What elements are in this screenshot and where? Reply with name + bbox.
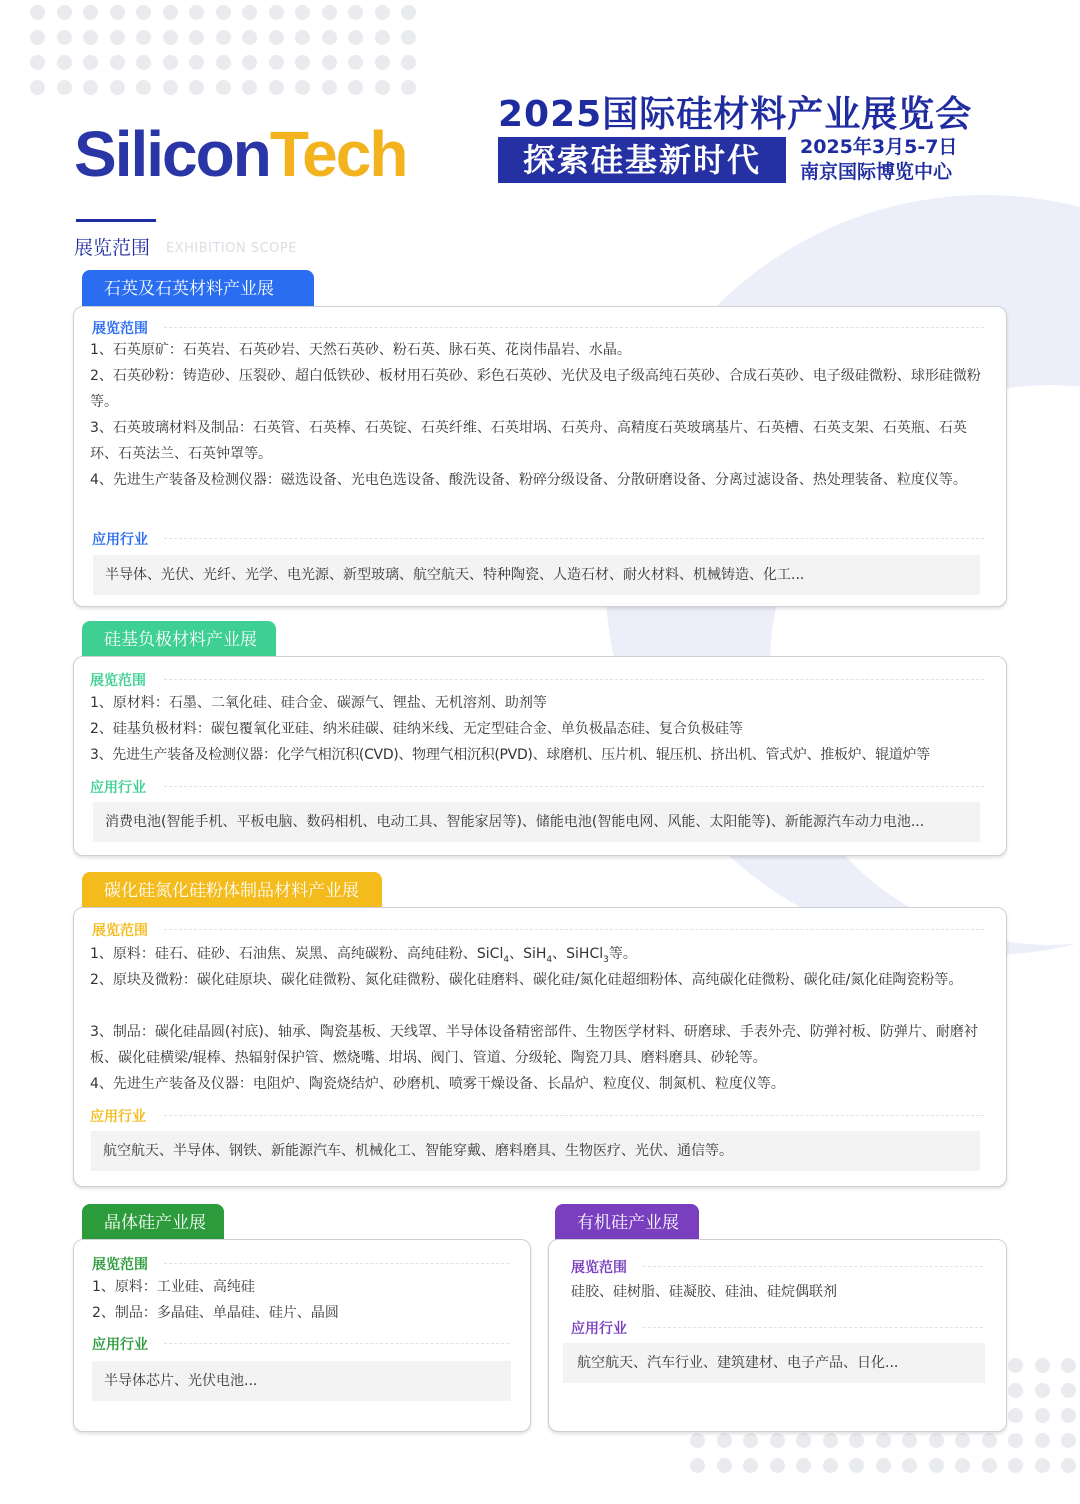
decorative-dot (1061, 1408, 1076, 1423)
decorative-dot (982, 1433, 997, 1448)
logo-text-tech: Tech (269, 118, 407, 190)
scope-label: 展览范围 (92, 1257, 148, 1273)
decorative-dot (110, 5, 125, 20)
decorative-dot (216, 55, 231, 70)
decorative-dot (189, 5, 204, 20)
scope-item: 2、石英砂粉：铸造砂、压裂砂、超白低铁砂、板材用石英砂、彩色石英砂、光伏及电子级高纯石英砂、合成石英砂、电子级硅微粉、球形硅微粉等。 (90, 368, 981, 410)
scope-label: 展览范围 (92, 923, 148, 939)
scope-label: 展览范围 (92, 321, 148, 337)
decorative-dot (57, 80, 72, 95)
industry-list: 航空航天、汽车行业、建筑建材、电子产品、日化... (563, 1343, 985, 1383)
decorative-dot (83, 55, 98, 70)
decorative-dot (242, 55, 257, 70)
industry-label: 应用行业 (90, 780, 146, 796)
scope-item: 3、石英玻璃材料及制品：石英管、石英棒、石英锭、石英纤维、石英坩埚、石英舟、高精度石英玻璃基片、石英槽、石英支架、石英瓶、石英环、石英法兰、石英钟罩等。 (90, 420, 967, 462)
decorative-dot (1061, 1458, 1076, 1473)
scope-item: 1、原料：工业硅、高纯硅 (92, 1279, 255, 1295)
scope-item: 2、制品：多晶硅、单晶硅、硅片、晶圆 (92, 1305, 339, 1321)
decorative-dot (136, 80, 151, 95)
decorative-dot (295, 55, 310, 70)
decorative-dot (876, 1433, 891, 1448)
decorative-dot (1035, 1408, 1050, 1423)
decorative-dot (110, 30, 125, 45)
scope-item-text: 、SiH (509, 946, 547, 962)
decorative-dot (136, 5, 151, 20)
scope-item: 4、先进生产装备及检测仪器：磁选设备、光电色选设备、酸洗设备、粉碎分级设备、分散研磨设备、分离过滤设备、热处理装备、粒度仪等。 (90, 472, 967, 488)
expo-title: 2025国际硅材料产业展览会 (498, 94, 973, 135)
decorative-dot (57, 30, 72, 45)
scope-item: 3、制品：碳化硅晶圆(衬底)、轴承、陶瓷基板、天线罩、半导体设备精密部件、生物医学材料、研磨球、手表外壳、防弹衬板、防弹片、耐磨衬板、碳化硅横梁/辊棒、热辐射保护管、燃烧嘴、坩埚、阀门、管道、分级轮、陶瓷刀具、磨料磨具、砂轮等。 (90, 1024, 978, 1066)
scope-item: 4、先进生产装备及仪器：电阻炉、陶瓷烧结炉、砂磨机、喷雾干燥设备、长晶炉、粒度仪、制氮机、粒度仪等。 (90, 1076, 785, 1092)
decorative-dot (690, 1458, 705, 1473)
decorative-dot (57, 5, 72, 20)
section-accent-bar (76, 219, 156, 222)
decorative-dot (163, 55, 178, 70)
decorative-dot (770, 1458, 785, 1473)
card-anode (73, 656, 1007, 856)
decorative-dot (242, 80, 257, 95)
decorative-dot (83, 5, 98, 20)
card-quartz (73, 306, 1007, 607)
decorative-dot (83, 80, 98, 95)
divider (164, 1343, 509, 1344)
divider (643, 1266, 983, 1267)
scope-item-text: 、SiHCl (552, 946, 604, 962)
tab-crystal: 晶体硅产业展 (82, 1204, 224, 1242)
decorative-dot (1061, 1433, 1076, 1448)
decorative-dot (375, 55, 390, 70)
subscript: 3 (603, 954, 609, 965)
decorative-dot (348, 55, 363, 70)
decorative-dot (348, 80, 363, 95)
card-carbide (73, 907, 1007, 1187)
decorative-dot (1035, 1433, 1050, 1448)
decorative-dot (902, 1458, 917, 1473)
subscript: 4 (503, 954, 510, 965)
decorative-dot (295, 80, 310, 95)
decorative-dot (955, 1458, 970, 1473)
decorative-dot (189, 80, 204, 95)
industry-list: 消费电池(智能手机、平板电脑、数码相机、电动工具、智能家居等)、储能电池(智能电网、风能、太阳能等)、新能源汽车动力电池... (93, 802, 980, 842)
decorative-dot (30, 5, 45, 20)
card-crystal (73, 1239, 531, 1432)
decorative-dot (743, 1458, 758, 1473)
decorative-dot (348, 30, 363, 45)
expo-venue: 南京国际博览中心 (800, 161, 953, 183)
scope-item: 2、原块及微粉：碳化硅原块、碳化硅微粉、氮化硅微粉、碳化硅磨料、碳化硅/氮化硅超细粉体、高纯碳化硅微粉、碳化硅/氮化硅陶瓷粉等。 (90, 972, 963, 988)
decorative-dot (322, 5, 337, 20)
subscript: 4 (546, 954, 553, 965)
expo-slogan: 探索硅基新时代 (498, 137, 786, 183)
decorative-dot (717, 1433, 732, 1448)
decorative-dot (401, 80, 416, 95)
decorative-dot (375, 5, 390, 20)
divider (164, 929, 984, 930)
scope-item-text: 等。 (608, 946, 637, 962)
decorative-dot (110, 55, 125, 70)
decorative-dot (189, 55, 204, 70)
scope-item: 2、硅基负极材料：碳包覆氧化亚硅、纳米硅碳、硅纳米线、无定型硅合金、单负极晶态硅、复合负极硅等 (90, 721, 743, 737)
decorative-dot (1008, 1383, 1023, 1398)
scope-item: 硅胶、硅树脂、硅凝胶、硅油、硅烷偶联剂 (571, 1284, 837, 1300)
scope-label: 展览范围 (571, 1260, 627, 1276)
decorative-dot (269, 5, 284, 20)
industry-list: 航空航天、半导体、钢铁、新能源汽车、机械化工、智能穿戴、磨料磨具、生物医疗、光伏、通信等。 (91, 1131, 980, 1171)
industry-label: 应用行业 (92, 1337, 148, 1353)
decorative-dot (929, 1433, 944, 1448)
decorative-dot (401, 55, 416, 70)
scope-item-text: 1、原料：硅石、硅砂、石油焦、炭黑、高纯碳粉、高纯硅粉、SiCl (90, 946, 504, 962)
decorative-dot (876, 1458, 891, 1473)
siliconTech-logo (74, 118, 406, 190)
decorative-dot (163, 80, 178, 95)
divider (164, 679, 984, 680)
industry-list: 半导体芯片、光伏电池... (92, 1361, 511, 1401)
divider (164, 1263, 509, 1264)
decorative-dot (1061, 1383, 1076, 1398)
decorative-dot (902, 1433, 917, 1448)
industry-list: 半导体、光伏、光纤、光学、电光源、新型玻璃、航空航天、特种陶瓷、人造石材、耐火材料、机械铸造、化工... (93, 555, 980, 595)
decorative-dot (1008, 1433, 1023, 1448)
decorative-dot (189, 30, 204, 45)
decorative-dot (1061, 1358, 1076, 1373)
decorative-dot (322, 55, 337, 70)
decorative-dot (375, 80, 390, 95)
decorative-dot (242, 5, 257, 20)
logo-text-silicon: Silicon (74, 118, 270, 190)
tab-anode: 硅基负极材料产业展 (82, 621, 276, 659)
decorative-dot (136, 30, 151, 45)
decorative-dot (982, 1458, 997, 1473)
decorative-dot (30, 80, 45, 95)
tab-carbide: 碳化硅氮化硅粉体制品材料产业展 (82, 872, 382, 910)
divider (164, 1115, 984, 1116)
decorative-dot (216, 5, 231, 20)
decorative-dot (163, 5, 178, 20)
decorative-dot (269, 30, 284, 45)
decorative-dot (269, 80, 284, 95)
decorative-dot (823, 1433, 838, 1448)
section-title: 展览范围 (74, 237, 151, 259)
divider (164, 786, 984, 787)
divider (164, 327, 984, 328)
decorative-dot (322, 80, 337, 95)
decorative-dot (1035, 1383, 1050, 1398)
decorative-dot (743, 1433, 758, 1448)
tab-organic: 有机硅产业展 (555, 1204, 699, 1242)
decorative-dot (57, 55, 72, 70)
card-organic (548, 1239, 1007, 1432)
decorative-dot (1008, 1458, 1023, 1473)
decorative-dot (1008, 1408, 1023, 1423)
decorative-dot (1035, 1358, 1050, 1373)
decorative-dot (823, 1458, 838, 1473)
expo-date: 2025年3月5-7日 (800, 136, 958, 158)
decorative-dot (849, 1458, 864, 1473)
decorative-dot (401, 5, 416, 20)
decorative-dot (163, 30, 178, 45)
decorative-dot (401, 30, 416, 45)
section-subtitle: EXHIBITION SCOPE (166, 241, 297, 256)
decorative-dot (1035, 1458, 1050, 1473)
decorative-dot (30, 55, 45, 70)
decorative-dot (322, 30, 337, 45)
scope-item: 1、石英原矿：石英岩、石英砂岩、天然石英砂、粉石英、脉石英、花岗伟晶岩、水晶。 (90, 342, 631, 358)
decorative-dot (955, 1433, 970, 1448)
industry-label: 应用行业 (571, 1321, 627, 1337)
scope-label: 展览范围 (90, 673, 146, 689)
decorative-dot (110, 80, 125, 95)
decorative-dot (242, 30, 257, 45)
decorative-dot (717, 1458, 732, 1473)
decorative-dot (770, 1433, 785, 1448)
industry-label: 应用行业 (90, 1109, 146, 1125)
decorative-dot (216, 80, 231, 95)
decorative-dot (1008, 1358, 1023, 1373)
decorative-dot (136, 55, 151, 70)
decorative-dot (796, 1433, 811, 1448)
decorative-dot (269, 55, 284, 70)
decorative-dot (929, 1458, 944, 1473)
decorative-dot (295, 5, 310, 20)
industry-label: 应用行业 (92, 532, 148, 548)
decorative-dot (348, 5, 363, 20)
decorative-dot (849, 1433, 864, 1448)
divider (164, 538, 984, 539)
divider (643, 1327, 983, 1328)
decorative-dot (216, 30, 231, 45)
decorative-dot (295, 30, 310, 45)
decorative-dot (30, 30, 45, 45)
decorative-dot (796, 1458, 811, 1473)
decorative-dot (690, 1433, 705, 1448)
scope-item: 1、原材料：石墨、二氧化硅、硅合金、碳源气、锂盐、无机溶剂、助剂等 (90, 695, 547, 711)
decorative-dot (83, 30, 98, 45)
decorative-dot (375, 30, 390, 45)
scope-item: 3、先进生产装备及检测仪器：化学气相沉积(CVD)、物理气相沉积(PVD)、球磨机、压片机、辊压机、挤出机、管式炉、推板炉、辊道炉等 (90, 747, 930, 763)
tab-quartz: 石英及石英材料产业展 (82, 270, 314, 308)
